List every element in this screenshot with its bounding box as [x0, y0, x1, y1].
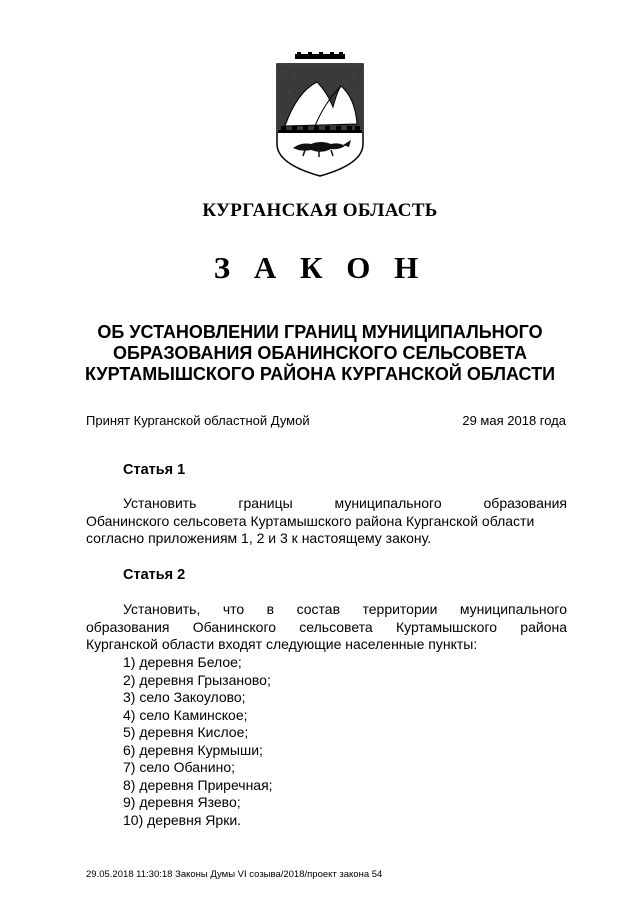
law-title-line: КУРТАМЫШСКОГО РАЙОНА КУРГАНСКОЙ ОБЛАСТИ	[84, 364, 556, 384]
article-2-text	[86, 601, 567, 654]
list-item: 8) деревня Приречная;	[123, 776, 273, 793]
article-1-line: Обанинского сельсовета Куртамышского района Курганской области	[86, 512, 535, 529]
list-item: 6) деревня Курмыши;	[123, 741, 263, 758]
law-title	[80, 322, 560, 385]
list-item: 5) деревня Кислое;	[123, 724, 249, 740]
law-title-line: ОБРАЗОВАНИЯ ОБАНИНСКОГО СЕЛЬСОВЕТА	[112, 343, 528, 363]
list-item: 3) село Закоулово;	[123, 689, 246, 705]
list-item: 4) село Каминское;	[123, 706, 248, 723]
adoption-date: 29 мая 2018 года	[462, 413, 566, 428]
list-item: 7) село Обанино;	[123, 759, 235, 775]
coat-of-arms-icon	[275, 52, 365, 180]
article-2-line: образования Обанинского сельсовета Куртамышского района	[86, 618, 567, 635]
article-1-text	[86, 495, 567, 548]
list-item: 9) деревня Язево;	[123, 794, 241, 810]
article-1-line: согласно приложениям 1, 2 и 3 к настоящему закону.	[86, 530, 432, 546]
article-2-heading: Статья 2	[123, 567, 186, 583]
page-footer: 29.05.2018 11:30:18 Законы Думы VI созыва/2018/проект закона 54	[86, 869, 383, 880]
list-item: 1) деревня Белое;	[123, 654, 242, 670]
document-type: З А К О Н	[213, 250, 427, 285]
region-name: КУРГАНСКАЯ ОБЛАСТЬ	[202, 200, 438, 221]
adopted-by: Принят Курганской областной Думой	[86, 413, 310, 428]
settlements-list	[123, 654, 273, 829]
article-1-heading: Статья 1	[123, 462, 186, 478]
article-2-line: Курганской области входят следующие населенные пункты:	[86, 636, 478, 652]
list-item: 10) деревня Ярки.	[123, 811, 242, 828]
article-1-line: Установить границы муниципального образования	[123, 495, 567, 511]
law-title-line: ОБ УСТАНОВЛЕНИИ ГРАНИЦ МУНИЦИПАЛЬНОГО	[97, 322, 543, 342]
list-item: 2) деревня Грызаново;	[123, 671, 271, 688]
article-2-line: Установить, что в состав территории муниципального	[123, 601, 567, 617]
